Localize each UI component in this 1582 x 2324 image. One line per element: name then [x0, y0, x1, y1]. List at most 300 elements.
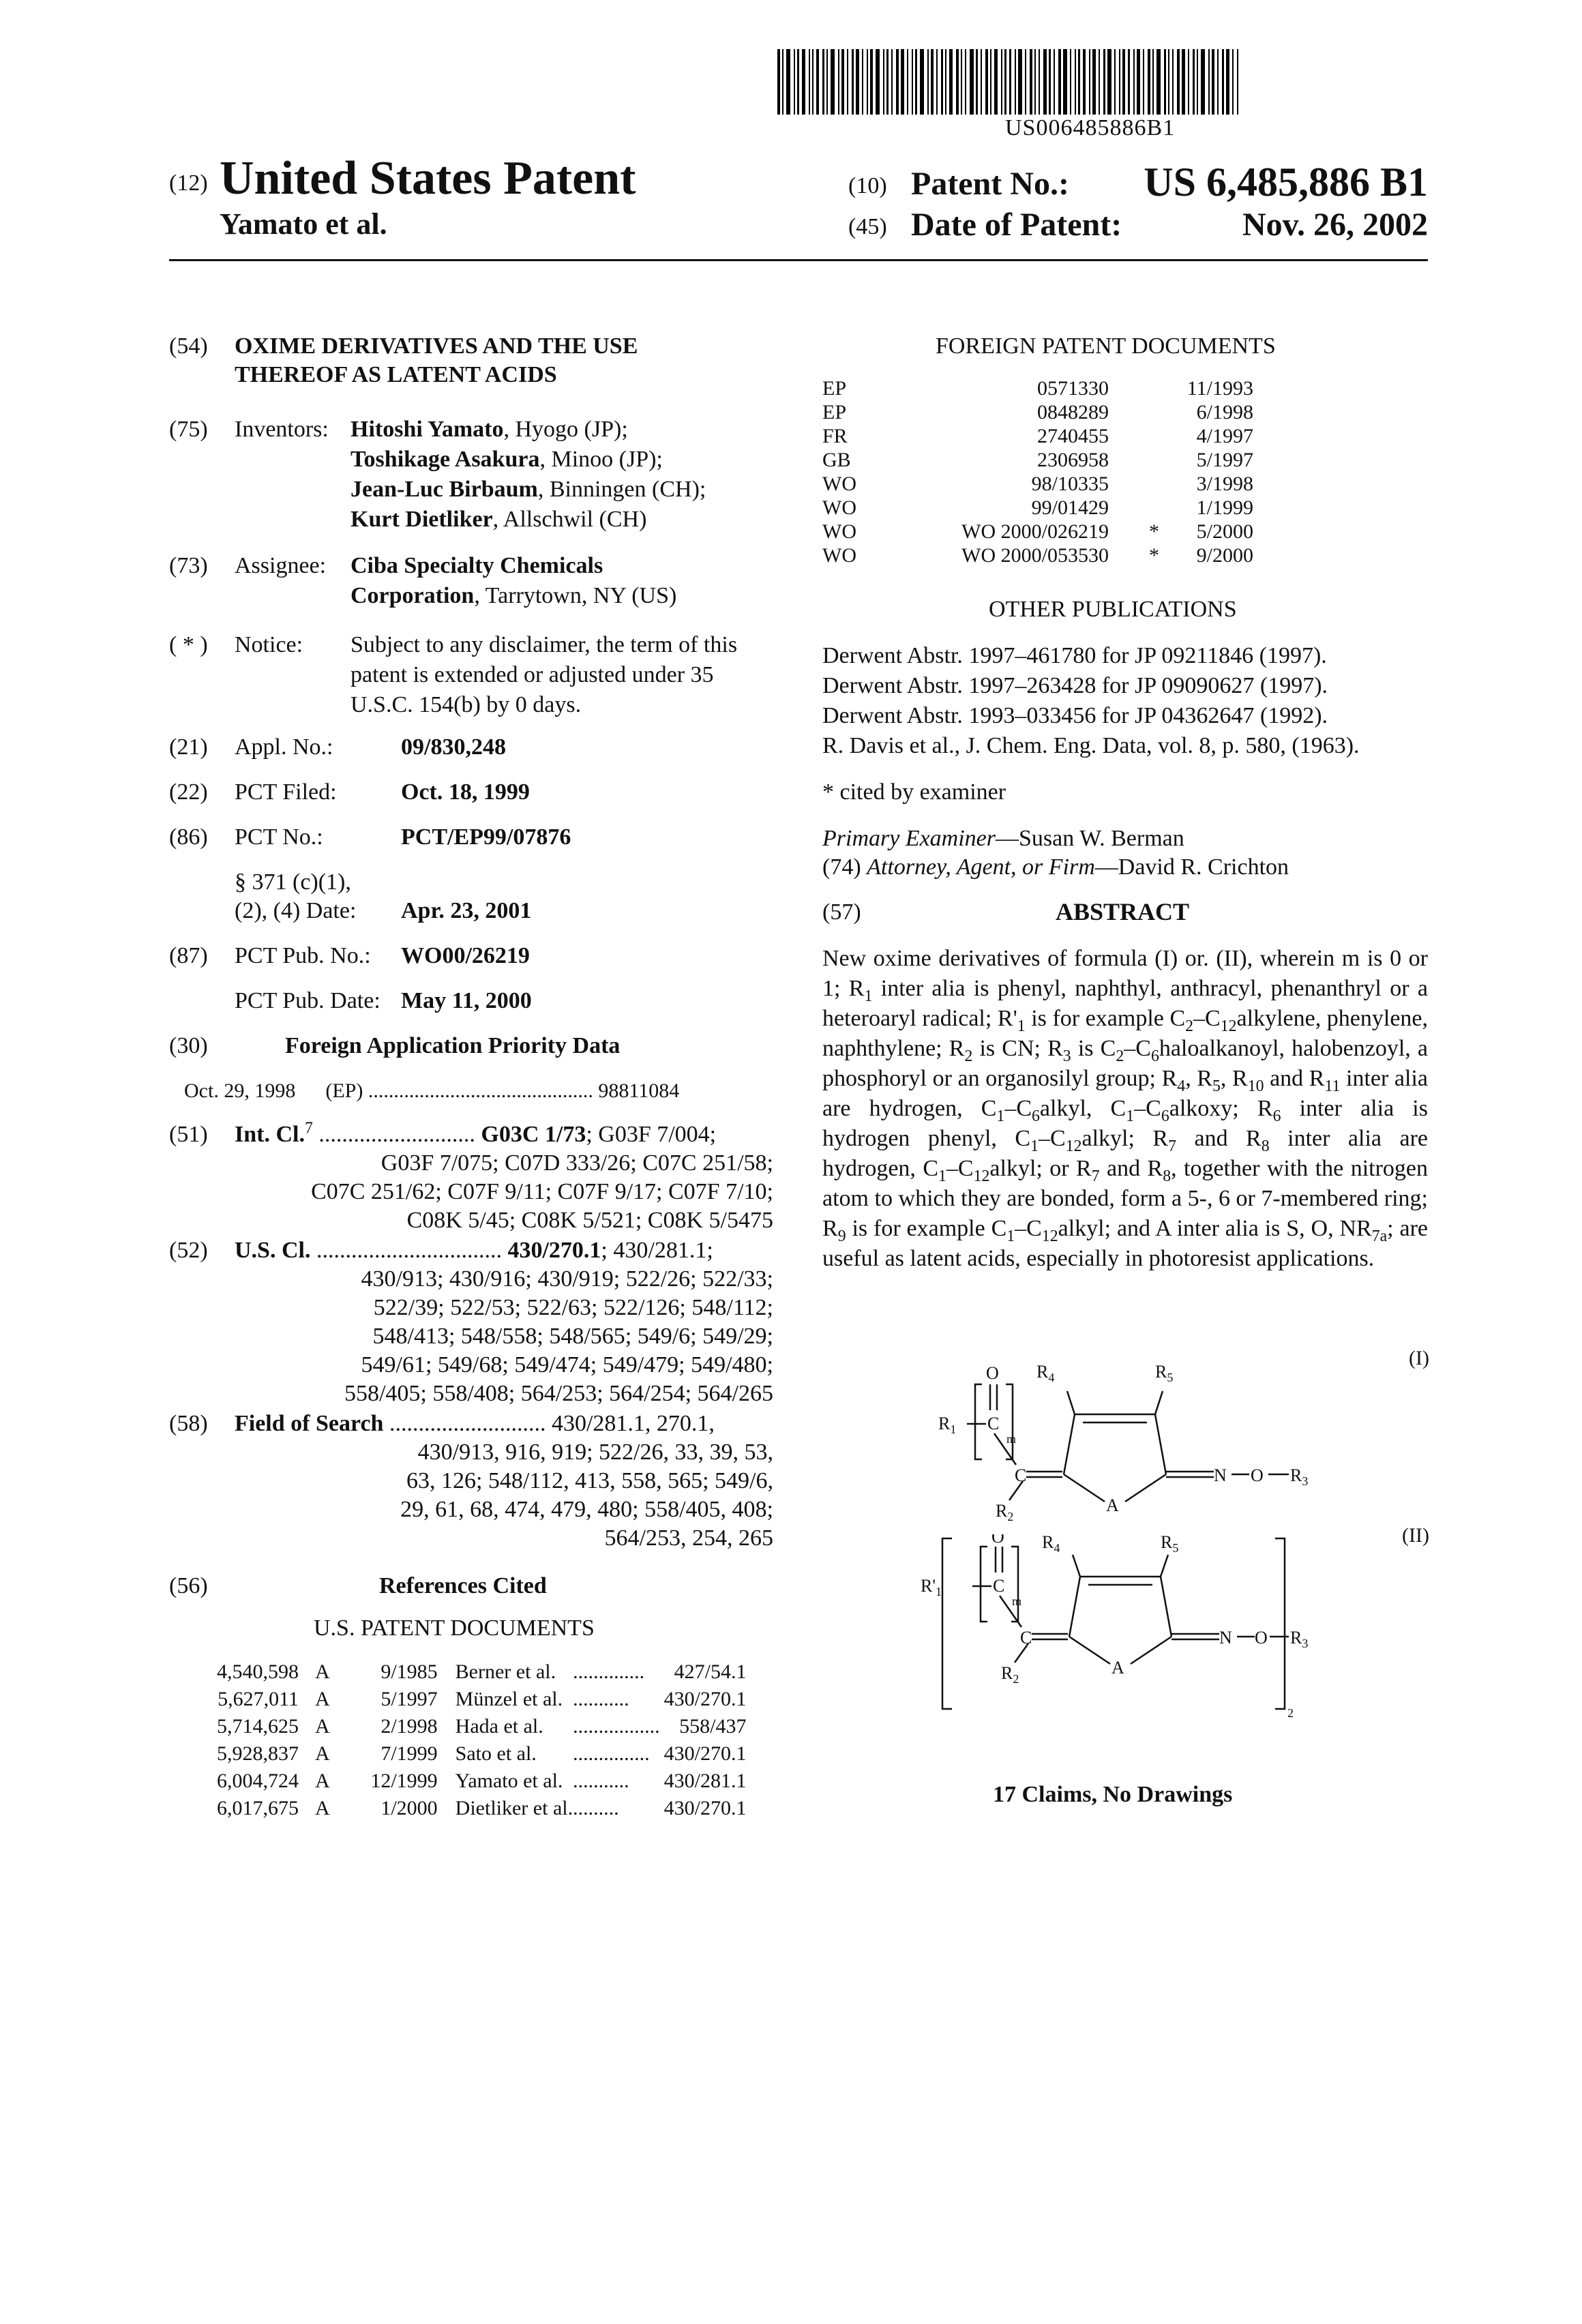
table-row: [822, 448, 1253, 472]
barcode-bar: [1222, 49, 1224, 115]
notice-line-3: U.S.C. 154(b) by 0 days.: [350, 690, 773, 720]
barcode-bar: [1103, 49, 1105, 115]
inventors-list: [350, 415, 706, 535]
barcode-bar: [847, 49, 848, 115]
foreign-cited-star: [1109, 496, 1159, 520]
barcode-bar: [994, 49, 998, 115]
inventor-name: Toshikage Asakura: [350, 447, 539, 472]
barcode-bar: [886, 49, 889, 115]
foreign-doc-number: 0571330: [904, 376, 1109, 400]
barcode-bar: [809, 49, 810, 115]
pct-no-label: PCT No.:: [235, 822, 323, 852]
table-row: [822, 496, 1253, 520]
barcode-bar: [1208, 49, 1210, 115]
barcode-bar: [826, 49, 828, 115]
section-371-date: Apr. 23, 2001: [401, 896, 531, 926]
barcode-bar: [1054, 49, 1055, 115]
other-publication: Derwent Abstr. 1993–033456 for JP 04362647 (1992).: [822, 701, 1360, 731]
other-publication: Derwent Abstr. 1997–263428 for JP 09090627 (1997).: [822, 671, 1360, 701]
assignee-location: , Tarrytown, NY (US): [474, 583, 676, 608]
doc-class: 430/281.1: [660, 1768, 747, 1795]
field-56-code: (56): [169, 1571, 208, 1601]
barcode-bar: [1152, 49, 1154, 115]
document-title: United States Patent: [220, 151, 636, 206]
barcode-bar: [1201, 49, 1205, 115]
patent-no-code: (10): [848, 173, 887, 199]
barcode-bar: [876, 49, 880, 115]
notice-line-1: Subject to any disclaimer, the term of this: [350, 630, 773, 660]
barcode-bar: [931, 49, 934, 115]
field-87-code: (87): [169, 941, 208, 971]
doc-number: 5,928,837: [217, 1740, 299, 1768]
foreign-doc-number: WO 2000/026219: [904, 520, 1109, 543]
attorney-name: —David R. Crichton: [1095, 854, 1289, 880]
formula-ii-label: (II): [1402, 1522, 1429, 1549]
barcode-bar: [852, 49, 854, 115]
priority-office: (EP): [325, 1079, 363, 1102]
barcode-bar: [1058, 49, 1061, 115]
barcode-bar: [1075, 49, 1076, 115]
barcode-bar: [1168, 49, 1169, 115]
doc-date: 5/1997: [330, 1686, 438, 1713]
barcode-bar: [1212, 49, 1214, 115]
int-cl-line-3: C07C 251/62; C07F 9/11; C07F 9/17; C07F 7/10;: [311, 1177, 773, 1207]
barcode-bar: [831, 49, 835, 115]
table-row: [822, 376, 1253, 400]
barcode-bar: [1049, 49, 1051, 115]
inventor: [350, 505, 706, 535]
doc-inventor: Hada et al.: [438, 1713, 573, 1740]
table-row: [822, 424, 1253, 448]
svg-text:m: m: [1012, 1594, 1021, 1608]
barcode-bar: [1034, 49, 1036, 115]
foreign-cited-star: [1109, 448, 1159, 472]
barcode-bar: [1083, 49, 1086, 115]
doc-kind: A: [299, 1740, 330, 1768]
svg-text:m: m: [1006, 1432, 1016, 1446]
doc-date: 1/2000: [330, 1795, 438, 1822]
pct-filed-label: PCT Filed:: [235, 777, 337, 807]
table-row: [217, 1768, 746, 1795]
doc-class: 430/270.1: [660, 1686, 747, 1713]
barcode-bar: [1133, 49, 1135, 115]
barcode-bar: [1188, 49, 1189, 115]
section-371-line-2: (2), (4) Date:: [235, 896, 356, 926]
foreign-office: EP: [822, 376, 904, 400]
barcode-bar: [841, 49, 844, 115]
barcode-bar: [1217, 49, 1219, 115]
foreign-doc-date: 4/1997: [1159, 424, 1253, 448]
svg-text:R1: R1: [938, 1414, 956, 1436]
svg-text:A: A: [1106, 1495, 1119, 1515]
int-cl-main: G03C 1/73: [481, 1122, 586, 1147]
barcode-bar: [920, 49, 924, 115]
foreign-doc-date: 5/2000: [1159, 520, 1253, 543]
doc-number: 5,714,625: [217, 1713, 299, 1740]
notice-text: [350, 630, 773, 720]
svg-text:N: N: [1219, 1628, 1232, 1648]
doc-number: 4,540,598: [217, 1658, 299, 1686]
svg-text:C: C: [993, 1576, 1004, 1596]
us-cl-line-4: 548/413; 548/558; 548/565; 549/6; 549/29;: [373, 1322, 773, 1352]
field-52-code: (52): [169, 1236, 208, 1266]
svg-text:R2: R2: [996, 1501, 1013, 1523]
appl-no: 09/830,248: [401, 732, 506, 762]
barcode-bar: [1172, 49, 1174, 115]
barcode-bar: [965, 49, 966, 115]
us-cl-label: U.S. Cl.: [235, 1238, 310, 1263]
barcode-bar: [1128, 49, 1130, 115]
appl-no-label: Appl. No.:: [235, 732, 333, 762]
svg-text:2: 2: [1287, 1706, 1294, 1718]
barcode-bar: [990, 49, 991, 115]
doc-class: 430/270.1: [660, 1795, 747, 1822]
attorney-code: (74): [822, 854, 861, 880]
barcode-bar: [1182, 49, 1185, 115]
table-row: [822, 520, 1253, 543]
us-cl-dots: ................................: [310, 1238, 502, 1263]
table-row: [217, 1740, 746, 1768]
foreign-office: WO: [822, 496, 904, 520]
barcode-bar: [1197, 49, 1198, 115]
doc-class: 427/54.1: [660, 1658, 747, 1686]
priority-no: 98811084: [598, 1079, 679, 1102]
field-73-code: (73): [169, 551, 208, 581]
us-cl-line-6: 558/405; 558/408; 564/253; 564/254; 564/265: [344, 1379, 773, 1409]
barcode-bar: [1030, 49, 1032, 115]
patent-number: US 6,485,886 B1: [1144, 160, 1428, 205]
field-22-code: (22): [169, 777, 208, 807]
svg-text:C: C: [1015, 1465, 1026, 1485]
search-line-3: 63, 126; 548/112, 413, 558, 565; 549/6,: [406, 1466, 773, 1496]
barcode-bar: [976, 49, 978, 115]
formula-i-structure: [927, 1357, 1309, 1528]
barcode-bar: [970, 49, 974, 115]
pct-pub-no: WO00/26219: [401, 941, 530, 971]
doc-inventor: Yamato et al.: [438, 1768, 573, 1795]
int-cl-dots: ...........................: [313, 1122, 475, 1147]
doc-inventor: Münzel et al.: [438, 1686, 573, 1713]
foreign-doc-number: WO 2000/053530: [904, 543, 1109, 567]
inventor-location: , Minoo (JP);: [539, 447, 662, 472]
foreign-doc-date: 3/1998: [1159, 472, 1253, 496]
int-cl-line-4: C08K 5/45; C08K 5/521; C08K 5/5475: [407, 1206, 773, 1236]
cited-note: * cited by examiner: [822, 777, 1006, 807]
doc-date: 2/1998: [330, 1713, 438, 1740]
svg-text:N: N: [1214, 1465, 1227, 1485]
svg-text:O: O: [986, 1363, 999, 1383]
foreign-cited-star: *: [1109, 543, 1159, 567]
doc-kind: A: [299, 1658, 330, 1686]
assignee: [350, 551, 676, 611]
foreign-doc-number: 98/10335: [904, 472, 1109, 496]
doc-date: 7/1999: [330, 1740, 438, 1768]
barcode-bar: [1004, 49, 1006, 115]
field-21-code: (21): [169, 732, 208, 762]
us-docs-heading: U.S. PATENT DOCUMENTS: [314, 1613, 595, 1643]
doc-class: 430/270.1: [660, 1740, 747, 1768]
table-row: [217, 1686, 746, 1713]
foreign-office: FR: [822, 424, 904, 448]
us-cl-rest: ; 430/281.1;: [601, 1238, 713, 1263]
inventor-location: , Hyogo (JP);: [503, 417, 627, 442]
search-line-1: [235, 1409, 715, 1439]
svg-text:O: O: [1255, 1628, 1268, 1648]
field-58-code: (58): [169, 1409, 208, 1439]
barcode-bar: [786, 49, 790, 115]
barcode-bar: [907, 49, 908, 115]
section-371-line-1: § 371 (c)(1),: [235, 867, 351, 897]
assignee-label: Assignee:: [235, 551, 326, 581]
date-label: Date of Patent:: [911, 206, 1122, 244]
barcode-bar: [941, 49, 943, 115]
inventor-name: Hitoshi Yamato: [350, 417, 503, 442]
barcode-bar: [794, 49, 795, 115]
field-30-code: (30): [169, 1031, 208, 1061]
barcode-bar: [856, 49, 859, 115]
doc-inventor: Dietliker et al.: [438, 1795, 573, 1822]
svg-text:O: O: [991, 1534, 1004, 1547]
doc-kind: A: [299, 1686, 330, 1713]
us-cl-line-3: 522/39; 522/53; 522/63; 522/126; 548/112;: [374, 1293, 773, 1323]
priority-date: Oct. 29, 1998: [184, 1079, 295, 1102]
foreign-office: EP: [822, 400, 904, 424]
doc-class: 558/437: [660, 1713, 747, 1740]
doc-number: 5,627,011: [217, 1686, 299, 1713]
foreign-cited-star: [1109, 472, 1159, 496]
barcode-bar: [1164, 49, 1166, 115]
search-first: ........................... 430/281.1, 270.1,: [383, 1411, 714, 1436]
field-86-code: (86): [169, 822, 208, 852]
barcode-bar: [1015, 49, 1016, 115]
notice-line-2: patent is extended or adjusted under 35: [350, 660, 773, 690]
doc-inventor: Sato et al.: [438, 1740, 573, 1768]
svg-text:R'1: R'1: [921, 1576, 942, 1598]
patent-date: Nov. 26, 2002: [1242, 206, 1428, 244]
barcode-bar: [891, 49, 893, 115]
barcode-bar: [915, 49, 917, 115]
foreign-cited-star: [1109, 376, 1159, 400]
attorney-label: Attorney, Agent, or Firm: [867, 854, 1095, 880]
int-cl-label: Int. Cl.: [235, 1122, 305, 1147]
priority-dots: ............................................: [368, 1079, 593, 1102]
barcode-bar: [981, 49, 982, 115]
table-row: [822, 543, 1253, 567]
foreign-doc-date: 1/1999: [1159, 496, 1253, 520]
barcode-bar: [816, 49, 819, 115]
barcode-bar: [936, 49, 938, 115]
doc-dots: ...............: [573, 1740, 660, 1768]
doc-number: 6,017,675: [217, 1795, 299, 1822]
foreign-office: GB: [822, 448, 904, 472]
svg-text:A: A: [1111, 1658, 1124, 1678]
pct-no: PCT/EP99/07876: [401, 822, 571, 852]
foreign-doc-number: 2740455: [904, 424, 1109, 448]
search-line-5: 564/253, 254, 265: [605, 1523, 773, 1553]
barcode-bar: [896, 49, 899, 115]
barcode-bar: [912, 49, 913, 115]
table-row: [217, 1795, 746, 1822]
pct-pub-no-label: PCT Pub. No.:: [235, 941, 371, 971]
header-rule: [169, 259, 1428, 261]
primary-examiner: [822, 824, 1184, 854]
inventor: [350, 415, 706, 445]
search-label: Field of Search: [235, 1411, 383, 1436]
pct-pub-date: May 11, 2000: [401, 986, 532, 1016]
doc-dots: .........: [573, 1795, 660, 1822]
barcode-bar: [1226, 49, 1229, 115]
table-row: [822, 472, 1253, 496]
doc-date: 12/1999: [330, 1768, 438, 1795]
barcode-bar: [956, 49, 959, 115]
barcode-bar: [901, 49, 904, 115]
svg-text:R4: R4: [1042, 1534, 1060, 1555]
barcode-bar: [1063, 49, 1067, 115]
examiner-name: —Susan W. Berman: [996, 826, 1184, 851]
us-cl-main: 430/270.1: [507, 1238, 601, 1263]
us-cl-line-1: [235, 1236, 713, 1266]
barcode-bar: [1009, 49, 1011, 115]
pct-pub-date-label: PCT Pub. Date:: [235, 986, 380, 1016]
barcode-bar: [1039, 49, 1040, 115]
barcode-bar: [985, 49, 988, 115]
kind-code: (12): [169, 170, 208, 196]
svg-text:R2: R2: [1001, 1663, 1019, 1686]
foreign-cited-star: [1109, 424, 1159, 448]
barcode-bar: [1078, 49, 1080, 115]
barcode-bar: [1143, 49, 1144, 115]
other-publications-heading: OTHER PUBLICATIONS: [989, 595, 1237, 625]
foreign-doc-date: 11/1993: [1159, 376, 1253, 400]
us-cl-line-2: 430/913; 430/916; 430/919; 522/26; 522/33;: [361, 1264, 773, 1294]
barcode-bar: [1119, 49, 1120, 115]
barcode-bar: [1148, 49, 1150, 115]
inventor: [350, 445, 706, 475]
attorney: [822, 852, 1289, 882]
barcode-bar: [1025, 49, 1026, 115]
foreign-documents-table: [822, 376, 1253, 567]
priority-row: [184, 1077, 679, 1105]
barcode-bar: [961, 49, 962, 115]
references-heading: References Cited: [379, 1571, 547, 1601]
foreign-cited-star: *: [1109, 520, 1159, 543]
barcode-bar: [1018, 49, 1022, 115]
int-cl-line-2: G03F 7/075; C07D 333/26; C07C 251/58;: [381, 1148, 773, 1178]
barcode-bar: [1114, 49, 1116, 115]
abstract-code: (57): [822, 897, 861, 927]
svg-text:R3: R3: [1290, 1628, 1308, 1650]
pct-filed-date: Oct. 18, 1999: [401, 777, 530, 807]
barcode-bar: [1232, 49, 1234, 115]
barcode-bar: [927, 49, 929, 115]
barcode-bar: [883, 49, 884, 115]
doc-dots: ...........: [573, 1768, 660, 1795]
authors: Yamato et al.: [220, 206, 387, 243]
inventor-location: , Allschwil (CH): [493, 507, 647, 532]
barcode-bar: [867, 49, 868, 115]
abstract-heading: ABSTRACT: [1056, 896, 1189, 927]
svg-text:R3: R3: [1290, 1465, 1308, 1488]
search-line-2: 430/913, 916, 919; 522/26, 33, 39, 53,: [418, 1437, 773, 1468]
title-line-1: OXIME DERIVATIVES AND THE USE: [235, 331, 638, 361]
abstract-text: New oxime derivatives of formula (I) or. (II), wherein m is 0 or 1; R1 inter alia is phenyl, naphthyl, anthracyl, phenanthryl or a heteroaryl radical; R'1 is for example C2–C12alkylene, phenylene, naphthylene; R2 is CN; R3 is C2–C6haloalkanoyl, halobenzoyl, a phosphoryl or an organosilyl group; R4, R5, R10 and R11 inter alia are hydrogen, C1–C6alkyl, C1–C6alkoxy; R6 inter alia is hydrogen phenyl, C1–C12alkyl; R7 and R8 inter alia are hydrogen, C1–C12alkyl; or R7 and R8, together with the nitrogen atom to which they are bonded, form a 5-, 6 or 7-membered ring; R9 is for example C1–C12alkyl; and A inter alia is S, O, NR7a; are useful as latent acids, especially in photoresist applications.: [822, 944, 1428, 1274]
inventor-name: Jean-Luc Birbaum: [350, 477, 538, 502]
priority-heading: Foreign Application Priority Data: [285, 1031, 620, 1061]
patent-no-label: Patent No.:: [911, 165, 1069, 203]
examiner-label: Primary Examiner: [822, 826, 996, 851]
barcode-bar: [1122, 49, 1125, 115]
svg-text:O: O: [1251, 1465, 1264, 1485]
foreign-doc-number: 99/01429: [904, 496, 1109, 520]
doc-number: 6,004,724: [217, 1768, 299, 1795]
other-publication: R. Davis et al., J. Chem. Eng. Data, vol. 8, p. 580, (1963).: [822, 731, 1360, 761]
barcode-bar: [777, 49, 780, 115]
inventors-label: Inventors:: [235, 415, 329, 445]
doc-kind: A: [299, 1795, 330, 1822]
date-code: (45): [848, 214, 887, 240]
table-row: [217, 1713, 746, 1740]
barcode-bar: [1043, 49, 1047, 115]
barcode-bar: [802, 49, 805, 115]
field-51-code: (51): [169, 1120, 208, 1150]
barcode: [777, 49, 1421, 115]
inventor-location: , Binningen (CH);: [538, 477, 706, 502]
notice-code: ( * ): [169, 630, 208, 660]
barcode-bar: [797, 49, 799, 115]
barcode-bar: [945, 49, 946, 115]
svg-text:C: C: [1020, 1628, 1032, 1648]
title-line-2: THEREOF AS LATENT ACIDS: [235, 360, 557, 390]
barcode-bar: [862, 49, 863, 115]
int-cl-edition: 7: [305, 1120, 313, 1137]
barcode-bar: [1089, 49, 1090, 115]
foreign-doc-number: 2306958: [904, 448, 1109, 472]
barcode-bar: [1099, 49, 1100, 115]
doc-dots: ...........: [573, 1686, 660, 1713]
inventor-name: Kurt Dietliker: [350, 507, 493, 532]
foreign-doc-number: 0848289: [904, 400, 1109, 424]
search-line-4: 29, 61, 68, 474, 479, 480; 558/405, 408;: [400, 1495, 773, 1525]
barcode-bar: [1092, 49, 1096, 115]
other-publications: [822, 641, 1360, 761]
foreign-doc-date: 5/1997: [1159, 448, 1253, 472]
int-cl-line-1: [235, 1120, 716, 1150]
barcode-bar: [782, 49, 783, 115]
doc-dots: .................: [573, 1713, 660, 1740]
svg-text:R4: R4: [1036, 1362, 1054, 1384]
svg-text:R5: R5: [1155, 1362, 1173, 1384]
barcode-bar: [1156, 49, 1161, 115]
claims-summary: 17 Claims, No Drawings: [993, 1780, 1232, 1810]
foreign-office: WO: [822, 543, 904, 567]
barcode-bar: [1001, 49, 1002, 115]
doc-dots: ..............: [573, 1658, 660, 1686]
barcode-bar: [1193, 49, 1195, 115]
foreign-cited-star: [1109, 400, 1159, 424]
us-cl-line-5: 549/61; 549/68; 549/474; 549/479; 549/480;: [361, 1350, 773, 1380]
formula-ii-structure: [914, 1534, 1323, 1718]
assignee-name-1: Ciba Specialty Chemicals: [350, 553, 603, 578]
barcode-bar: [1107, 49, 1111, 115]
foreign-doc-date: 6/1998: [1159, 400, 1253, 424]
assignee-name-2: Corporation: [350, 583, 474, 608]
barcode-bar: [870, 49, 873, 115]
barcode-number: US006485886B1: [1005, 113, 1175, 143]
svg-text:R5: R5: [1161, 1534, 1178, 1555]
us-patent-documents-table: [217, 1658, 746, 1822]
doc-kind: A: [299, 1768, 330, 1795]
table-row: [217, 1658, 746, 1686]
